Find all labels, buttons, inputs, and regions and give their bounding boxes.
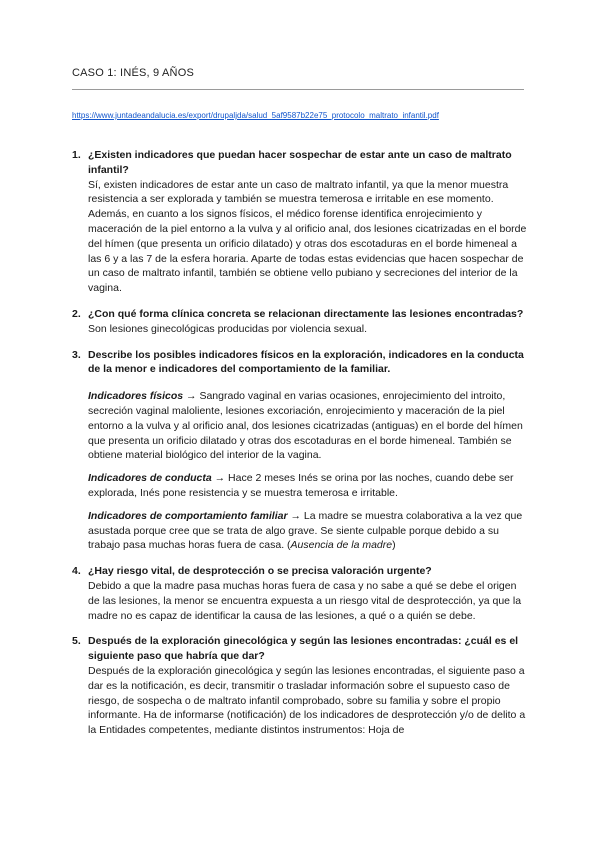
answer-paragraph: Son lesiones ginecológicas producidas por violencia sexual. — [88, 322, 368, 335]
question-1 — [72, 148, 528, 296]
protocol-link[interactable]: https://www.juntadeandalucia.es/export/drupaljda/salud_5af9587b22e75_protocolo_maltrato_infantil.pdf — [72, 111, 439, 120]
indicator-text: → Sangrado vaginal en varias ocasiones, enrojecimiento del introito, secreción vaginal maloliente, lesiones excoriación, enrojecimiento y maceración de la piel entorno a la vulva y al orificio anal, dos lesiones cicatrizadas (antiguas) en el borde del hímen que presenta un orificio dilatado y otras dos escotaduras en el borde himeneal. También se obtiene material biológico del interior de la vagina. — [88, 390, 523, 462]
question-number: 1. — [72, 149, 81, 161]
indicadores-familiar — [88, 509, 528, 553]
question-title: ¿Con qué forma clínica concreta se relacionan directamente las lesiones encontradas? — [88, 307, 524, 320]
question-number: 4. — [72, 565, 81, 578]
indicadores-conducta — [88, 471, 528, 501]
question-2 — [72, 307, 528, 337]
answer-paragraph: Además, en cuanto a los signos físicos, el médico forense identifica enrojecimiento y maceración de la piel entorno a la vulva y al orificio anal, dos lesiones cicatrizadas en el borde del hímen (que presenta un orificio dilatado) y otras dos escotaduras en el borde himeneal a las 6 y a las 7 de la esfera horaria. Aparte de todas estas evidencias que hacen sospechar de un caso de maltrato infantil, también se obtiene vello pubiano y secreciones del interior de la vagina. — [88, 208, 527, 295]
indicator-label: Indicadores de comportamiento familiar — [88, 509, 288, 522]
question-4 — [72, 564, 528, 623]
indicadores-fisicos — [88, 389, 528, 463]
indicator-text: → La madre se muestra colaborativa a la vez que asustada porque cree que se trata de algo grave. Se siente culpable porque debido a su trabajo pasa muchas horas fuera de casa. ( — [88, 509, 523, 552]
indicator-label: Indicadores de conducta — [88, 472, 212, 485]
question-5 — [72, 634, 528, 738]
question-number: 3. — [72, 348, 81, 361]
question-number: 5. — [72, 635, 81, 648]
question-title: Describe los posibles indicadores físicos en la exploración, indicadores en la conducta de la menor e indicadores del comportamiento de la familiar. — [88, 348, 524, 376]
indicator-label: Indicadores físicos — [88, 390, 184, 403]
answer-paragraph: Debido a que la madre pasa muchas horas fuera de casa y no sabe a qué se debe el origen de las lesiones, la menor se encuentra expuesta a un riesgo vital de desprotección, ya que la madre no es capaz de identificar la causa de las lesiones, a qué o a quién se debe. — [88, 579, 522, 622]
question-title: ¿Hay riesgo vital, de desprotección o se precisa valoración urgente? — [88, 565, 432, 578]
horizontal-rule — [72, 89, 524, 90]
question-number: 2. — [72, 307, 81, 320]
answer-paragraph: Después de la exploración ginecológica y según las lesiones encontradas, el siguiente paso a dar es la notificación, es decir, transmitir o trasladar información sobre el supuesto caso de riesgo, de sospecha o de maltrato infantil comprobado, sobre su familia y sobre el propio informante. Ha de informarse (notificación) de los indicadores de desprotección y/o de delito a la Entidades competentes, mediante distintos instrumentos: Hoja de — [88, 664, 526, 737]
question-title: Después de la exploración ginecológica y según las lesiones encontradas: ¿cuál es el siguiente paso que habría que dar? — [88, 635, 519, 663]
questions-list — [72, 148, 528, 738]
answer-paragraph: Sí, existen indicadores de estar ante un caso de maltrato infantil, ya que la menor muestra resistencia a ser explorada y también se muestra temerosa e irritable en ese momento. — [88, 178, 509, 206]
indicator-close: ) — [392, 539, 396, 552]
indicator-italic-note: Ausencia de la madre — [290, 539, 393, 552]
question-3 — [72, 348, 528, 554]
case-title: CASO 1: INÉS, 9 AÑOS — [72, 67, 194, 79]
indicator-text: → Hace 2 meses Inés se orina por las noches, cuando debe ser explorada, Inés pone resistencia y se muestra temerosa e irritable. — [88, 472, 514, 499]
question-title: ¿Existen indicadores que puedan hacer sospechar de estar ante un caso de maltrato infantil? — [88, 149, 512, 176]
